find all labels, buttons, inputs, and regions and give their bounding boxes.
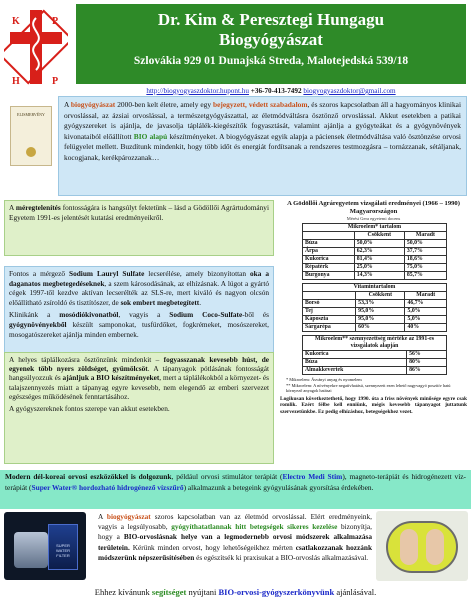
nutrition-text: , mert a táplálékokból a környezet- és talajszennyezés miatt a tápanyag egyre kevesebb, nem elegendő az emberi szervezet egészséges működésének fenntartásához. — [9, 373, 270, 401]
clinic-address: Szlovákia 929 01 Dunajská Streda, Malotejedská 539/18 — [133, 55, 409, 67]
table-cell: 18,6% — [404, 256, 446, 264]
row-label: Kukorica — [303, 256, 355, 264]
table-row — [303, 256, 447, 264]
clinic-subtitle: Biogyógyászat — [219, 30, 323, 49]
sls-text: Fontos a mérgező — [9, 269, 70, 278]
closing-paragraph — [98, 512, 372, 563]
footer-book: BIO-orvosi-gyógyszerkönyvünk — [218, 587, 335, 597]
research-source: Mérési Gera egyetemi docens — [346, 216, 401, 221]
band-text: , például orvosi stimulátor terápiát ( — [171, 472, 283, 481]
row-label: Borsó — [303, 300, 356, 308]
row-label: Tej — [303, 308, 356, 316]
title-banner — [76, 4, 466, 84]
stimulator-pad-icon — [386, 521, 458, 573]
column-header: Maradt — [405, 292, 447, 300]
table-cell: 60% — [356, 324, 405, 332]
table-cell: 62,3% — [354, 248, 404, 256]
table-cell: 95,0% — [356, 316, 405, 324]
band-text: ) alkalmazunk a betegeink gyógyulásának gyorsítása érdekében. — [183, 482, 374, 492]
detox-text: fontosságára is hangsúlyt fektetünk – lásd a Gödöllői Agrártudományi Egyetem 1991-es jelentését kutatási eredményeikről. — [9, 203, 269, 222]
logo — [4, 4, 68, 90]
table-cell: 50,0% — [354, 240, 404, 248]
row-label: Búza — [303, 240, 355, 248]
row-label: Sárgarépa — [303, 324, 356, 332]
certificate-seal-icon — [26, 147, 36, 157]
closing-highlight: gyógyíthatatlannak hitt betegségek sikeres kezelése — [171, 522, 338, 532]
table-cell: 85,7% — [404, 272, 446, 280]
footer-text: Ehhez kívánunk — [94, 587, 152, 597]
table-cell: 14,3% — [354, 272, 404, 280]
column-header — [303, 292, 356, 300]
sls-paragraph — [9, 269, 269, 307]
table-row — [303, 351, 447, 359]
phone-number: +36-70-413-7492 — [250, 87, 302, 95]
intro-highlight: BIO alapú — [133, 131, 168, 141]
soapnut-text: , vagyis a — [118, 310, 170, 320]
table-cell: 86% — [407, 367, 447, 375]
sls-highlight: Sodium Lauryl Sulfate — [69, 269, 145, 278]
table-header: Mikroelem** szennyezettség mértéke az 1991-es vizsgálatok alapján — [303, 336, 447, 351]
filter-jar-icon — [14, 532, 48, 568]
logo-letter: K — [12, 16, 20, 27]
closing-text: szoros kapcsolatban van az életmód orvoslással. Elért eredményeink, vagyis a legsúlyosabb, — [98, 512, 372, 532]
closing-highlight: BIO-orvoslásnak helye van a legmodernebb orvosi módszerek alkalmazása területein. — [98, 532, 372, 552]
row-label: Búza — [303, 359, 407, 367]
sls-highlight: sok embert megbetegített — [120, 297, 200, 307]
water-filter-image — [4, 512, 86, 580]
column-header — [303, 232, 355, 240]
table-cell: 5,0% — [405, 308, 447, 316]
table-cell: 75,0% — [404, 264, 446, 272]
nutrition-highlight: ajánljuk a BIO készítményeket — [62, 373, 160, 383]
foot-icon — [426, 529, 444, 565]
certificate-title: ELISMERVÉNY — [17, 112, 45, 117]
nutrition-text: . A tápanyagok pótlásának fontosságát hangsúlyozzuk és — [9, 364, 269, 383]
closing-text: A — [98, 512, 107, 521]
table-row — [303, 264, 447, 272]
clinic-name: Dr. Kim & Peresztegi Hungagu — [157, 10, 385, 29]
intro-text: készítményeket. A biogyógyászat egyik alapja a páciensek életmódváltása való ösztönzése orvosi felügyelet mellett. Buzdítunk mindenkit, hogy több időt és energiát fordítsanak a rendszeres testmozgásra – tornázzanak, sétáljanak, kocogjanak, kerékpározzanak… — [64, 131, 461, 162]
closing-text: bizonyítja, hogy a — [98, 522, 372, 542]
table-cell: 56% — [407, 351, 447, 359]
table-row — [303, 248, 447, 256]
detox-text: A — [9, 203, 16, 212]
table-row — [303, 272, 447, 280]
table-row — [303, 324, 447, 332]
row-label: Árpa — [303, 248, 355, 256]
sls-text: . — [199, 297, 202, 307]
footnote: ** Mikroelem: A növényekre negatívhatású, szennyezett ezen lehető nagyvagyó poszitív hatú környező anyagok hatásai — [286, 382, 451, 394]
intro-text: , és szoros kapcsolatban áll a hagyományos klinikai orvoslással, az ázsiai orvoslással, a természetgyógyászattal, az életmódváltásra ösztönző orvoslással. Akkut esetekben a patikai gyógyszereket is ajánlja, de javasolja táplálék-kiegészítők fogyasztását, valamint ajánlja a gyógyteákat és a gyógynövények kivonataiból előállított — [64, 100, 462, 141]
table-row — [303, 316, 447, 324]
soapnut-paragraph — [9, 310, 269, 339]
soapnut-highlight: Sodium Coco-Sulfate — [169, 310, 243, 320]
band-text: ), magneto-terápiát és hidrogénezett víz-terápiát ( — [5, 472, 467, 492]
contamination-table — [302, 335, 447, 375]
closing-highlight: biogyógyászat — [106, 512, 151, 521]
sls-text: lecserélése, amely bizonyítottan — [144, 269, 251, 278]
caduceus-logo-icon — [4, 4, 68, 90]
table-cell: 25,0% — [354, 264, 404, 272]
logo-letter: H — [12, 76, 20, 87]
nutrition-box — [4, 352, 274, 464]
medicine-note: A gyógyszereknek fontos szerepe van akkut esetekben. — [9, 404, 170, 414]
email-link[interactable]: biogyogyaszdoktor@gmail.com — [303, 87, 396, 95]
band-device: Electro Medi Stim — [282, 472, 343, 481]
website-link[interactable]: http://biogyogyaszdoktor.hupont.hu — [146, 87, 249, 95]
table-cell: 81,4% — [354, 256, 404, 264]
table-row — [303, 300, 447, 308]
intro-highlight: bejegyzett, védett szabadalom — [213, 100, 308, 109]
closing-text: Kérünk minden orvost, hogy lehetőségeikhez mérten — [129, 542, 296, 552]
soapnut-highlight: mosódiókivonatból — [59, 310, 119, 320]
footer-highlight: segítséget — [151, 587, 187, 597]
microelement-table — [302, 223, 447, 280]
row-label: Répatérk — [303, 264, 355, 272]
soapnut-text: Klinikánk a — [9, 310, 60, 320]
table-cell: 37,7% — [404, 248, 446, 256]
footer-line — [0, 585, 471, 599]
table-cell: 5,0% — [405, 316, 447, 324]
row-label: Káposzta — [303, 316, 356, 324]
table-row — [303, 240, 447, 248]
detox-highlight: méregtelenítés — [15, 203, 61, 212]
intro-text: A — [64, 100, 71, 109]
intro-text: 2000-ben kelt életre, amely egy — [115, 100, 214, 109]
footer-text: ajánlásával. — [334, 587, 377, 597]
intro-box — [58, 96, 467, 196]
row-label: Kukorica — [303, 351, 407, 359]
table-row — [303, 308, 447, 316]
foot-icon — [400, 529, 418, 565]
research-title: A Gödöllői Agráregyetem vizsgálati eredményei (1966 – 1990) Magyarországon — [287, 200, 460, 215]
table-header: Mikroelem* tartalom — [303, 224, 447, 232]
table-cell: 53,3% — [356, 300, 405, 308]
footer-text: nyújtani — [186, 587, 219, 597]
closing-text: és egészítsék ki praxisukat a BIO-orvoslás alkalmazásával. — [194, 552, 369, 562]
nutrition-text: A helyes táplálkozásra ösztönzünk mindenkit – — [9, 355, 164, 364]
footnote: * Mikroelem: Ásványi anyag és nyomelem — [286, 377, 362, 382]
column-header: Csökkent — [354, 232, 404, 240]
table-cell: 50,0% — [404, 240, 446, 248]
closing-highlight: csatlakozzanak hozzánk módszerünk népszerűsítésében — [98, 542, 373, 562]
band-highlight: Modern dél-koreai orvosi eszközökkel is dolgozunk — [5, 472, 172, 481]
row-label: Burgonya — [303, 272, 355, 280]
devices-band — [0, 470, 471, 509]
product-label: SUPER WATER FILTER — [56, 543, 70, 558]
table-cell: 80% — [407, 359, 447, 367]
footnotes — [286, 377, 467, 394]
table-row — [303, 359, 447, 367]
nutrition-paragraph — [9, 355, 269, 401]
vitamin-table — [302, 283, 447, 332]
soapnut-text: -ből és — [242, 310, 269, 320]
research-panel — [280, 200, 467, 416]
table-cell: 95,0% — [356, 308, 405, 316]
column-header: Csökkent — [356, 292, 405, 300]
research-conclusion: Logikusan következtethető, hogy 1990. óta a friss növények minősége egyre csak romlik. Ezért félbe kell enniünk, mégis kevesebb tápanyagot juttatunk szervezetünkbe. Ez pedig elhízáshoz, betegségekhez vezet. — [280, 395, 467, 415]
table-header: Vitamintartalom — [303, 284, 447, 292]
sls-highlight: oka a daganatos megbetegedéseknek — [9, 269, 269, 288]
band-device: Super Water® hordozható hidrogénező vízszűrő — [31, 482, 184, 492]
detox-box — [4, 200, 274, 256]
row-label: Almakkevertek — [303, 367, 407, 375]
intro-highlight: biogyógyászat — [70, 100, 116, 109]
filter-box-icon — [48, 524, 78, 570]
nutrition-highlight: fogyasszanak kevesebb húst, de egyenek több nyers zöldséget, gyümölcsöt — [9, 355, 270, 374]
column-header: Maradt — [404, 232, 446, 240]
soapnut-text: készült samponokat, tusfürdőket, fogkrémeket, mosószereket, mosogatószereket ajánlja minden embernek. — [9, 319, 269, 339]
sls-text: , a szem károsodásának, az elhízásnak. A lúgot a gyártó cégek 1997-től kezdve aktívan lecserélték az SLS-re, mert kiváló és nagyon olcsón előállítható zsíroldó és tisztítószer, de — [9, 278, 269, 307]
soapnut-highlight: gyógynövényekből — [9, 319, 67, 329]
certificate-image — [10, 106, 52, 166]
logo-letter: P — [52, 76, 59, 87]
logo-letter: P — [52, 16, 59, 27]
table-row — [303, 367, 447, 375]
table-cell: 40% — [405, 324, 447, 332]
table-cell: 46,7% — [405, 300, 447, 308]
foot-stimulator-image — [376, 511, 468, 581]
